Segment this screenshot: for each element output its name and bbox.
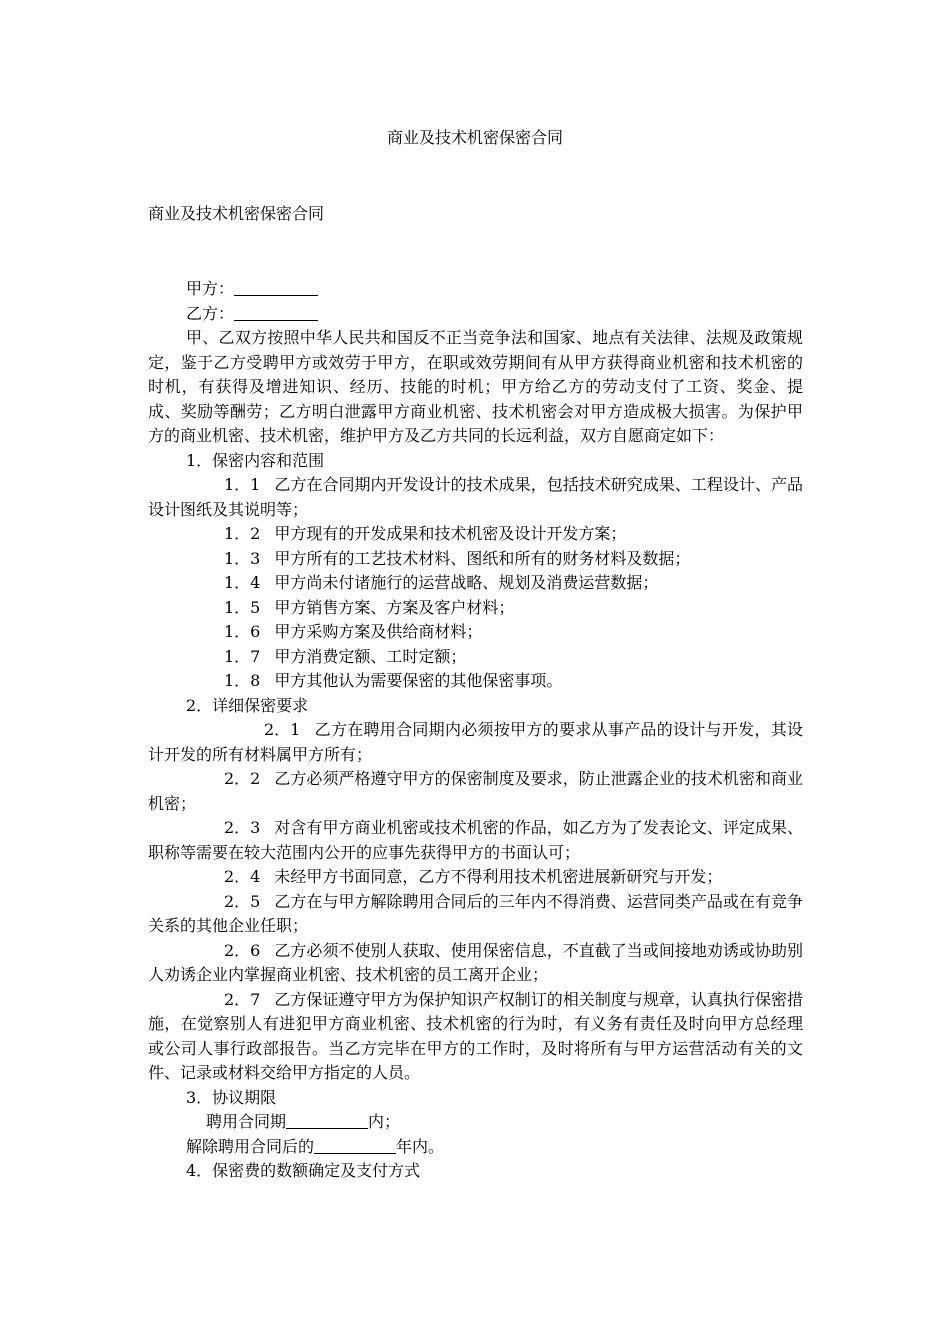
clause-1-3: 1．3 甲方所有的工艺技术材料、图纸和所有的财务材料及数据； xyxy=(224,548,691,568)
clause-1-8: 1．8 甲方其他认为需要保密的其他保密事项。 xyxy=(224,671,563,690)
clause-2-2: 2．2 乙方必须严格遵守甲方的保密制度及要求，防止泄露企业的技术机密和商业机密； xyxy=(148,769,803,813)
clause-1-1: 1．1 乙方在合同期内开发设计的技术成果，包括技术研究成果、工程设计、产品设计图纸及其说明等； xyxy=(148,475,803,519)
term-blank-1 xyxy=(286,1111,368,1129)
clause-1-5: 1．5 甲方销售方案、方案及客户材料； xyxy=(224,597,515,617)
section-2-heading: 2．详细保密要求 xyxy=(186,695,309,715)
clause-2-6: 2．6 乙方必须不使别人获取、使用保密信息，不直截了当或间接地劝诱或协助别人劝诱企业内掌握商业机密、技术机密的员工离开企业； xyxy=(148,940,803,984)
clause-1-7: 1．7 甲方消费定额、工时定额； xyxy=(224,646,467,666)
section-1-heading: 1．保密内容和范围 xyxy=(186,450,325,470)
document-body xyxy=(148,277,803,1184)
clause-1-6: 1．6 甲方采购方案及供给商材料； xyxy=(224,622,483,641)
clause-2-3: 2．3 对含有甲方商业机密或技术机密的作品，如乙方为了发表论文、评定成果、职称等需要在较大范围内公开的应事先获得甲方的书面认可； xyxy=(148,818,803,862)
party-b-label: 乙方： xyxy=(186,303,235,323)
term-line-1: 聘用合同期 内； xyxy=(206,1112,401,1131)
clause-2-7: 2．7 乙方保证遵守甲方为保护知识产权制订的相关制度与规章，认真执行保密措施，在觉察别人有进犯甲方商业机密、技术机密的行为时，有义务有责任及时向甲方总经理或公司人事行政部报告。当乙方完毕在甲方的工作时，及时将所有与甲方运营活动有关的文件、记录或材料交给甲方指定的人员。 xyxy=(148,989,803,1082)
clause-2-5: 2．5 乙方在与甲方解除聘用合同后的三年内不得消费、运营同类产品或在有竞争关系的其他企业任职； xyxy=(148,891,803,935)
party-b-blank xyxy=(234,303,318,321)
party-a-line xyxy=(148,277,803,302)
clause-2-1: 2．1 乙方在聘用合同期内必须按甲方的要求从事产品的设计与开发，其设计开发的所有材料属甲方所有； xyxy=(148,720,803,764)
term-blank-2 xyxy=(314,1136,396,1154)
party-b-line xyxy=(148,302,803,327)
clause-2-4: 2．4 未经甲方书面同意，乙方不得利用技术机密进展新研究与开发； xyxy=(224,867,723,886)
party-a-label: 甲方： xyxy=(186,279,235,298)
party-a-blank xyxy=(234,278,318,296)
document-title: 商业及技术机密保密合同 xyxy=(386,128,563,147)
clause-1-2: 1．2 甲方现有的开发成果和技术机密及设计开发方案； xyxy=(224,524,627,543)
preamble-paragraph: 甲、乙双方按照中华人民共和国反不正当竞争法和国家、地点有关法律、法规及政策规定，鉴于乙方受聘甲方或效劳于甲方，在职或效劳期间有从甲方获得商业机密和技术机密的时机，有获得及增进知识、经历、技能的时机；甲方给乙方的劳动支付了工资、奖金、提成、奖励等酬劳；乙方明白泄露甲方商业机密、技术机密会对甲方造成极大损害。为保护甲方的商业机密、技术机密，维护甲方及乙方共同的长远利益，双方自愿商定如下： xyxy=(148,328,803,445)
section-3-heading: 3．协议期限 xyxy=(186,1087,277,1107)
term-line-2: 解除聘用合同后的 年内。 xyxy=(186,1136,445,1156)
clause-1-4: 1．4 甲方尚未付诸施行的运营战略、规划及消费运营数据； xyxy=(224,573,659,592)
section-4-heading: 4．保密费的数额确定及支付方式 xyxy=(186,1161,421,1180)
document-subtitle: 商业及技术机密保密合同 xyxy=(148,204,325,223)
